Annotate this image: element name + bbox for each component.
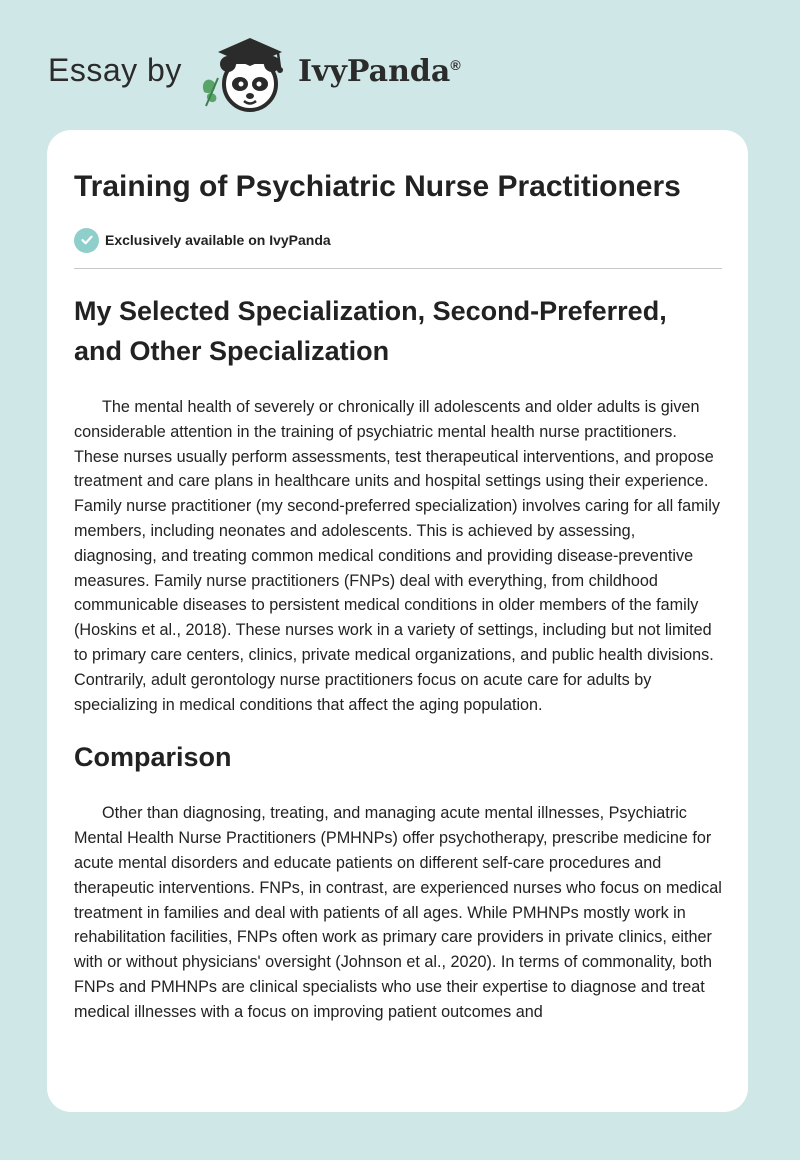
divider — [74, 268, 722, 269]
section-heading-specialization: My Selected Specialization, Second-Preferred, and Other Specialization — [74, 296, 667, 366]
logo-prefix-text: Essay by — [48, 52, 182, 88]
section-heading-comparison: Comparison — [74, 742, 232, 773]
site-logo[interactable] — [48, 34, 508, 114]
exclusive-badge — [74, 226, 722, 254]
badge-label: Exclusively available on IvyPanda — [105, 232, 331, 248]
panda-logo-icon — [198, 34, 294, 114]
page-title: Training of Psychiatric Nurse Practitioners — [74, 170, 681, 203]
section-paragraph-comparison: Other than diagnosing, treating, and managing acute mental illnesses, Psychiatric Mental Health Nurse Practitioners (PMHNPs) offer psychotherapy, prescribe medicine for acute mental disorders and educate patients on different self-care procedures and therapeutic interventions. FNPs, in contrast, are experienced nurses who focus on medical treatment in families and deal with patients of all ages. While PMHNPs mostly work in rehabilitation facilities, FNPs often work as primary care providers in private clinics, either with or without physicians' oversight (Johnson et al., 2020). In terms of commonality, both FNPs and PMHNPs are clinical specialists who use their expertise to diagnose and treat medical illnesses with a focus on improving patient outcomes and — [74, 804, 722, 1021]
section-paragraph-specialization: The mental health of severely or chronically ill adolescents and older adults is given considerable attention in the training of psychiatric mental health nurse practitioners. These nurses usually perform assessments, test therapeutical interventions, and propose treatment and care plans in healthcare units and hospital settings using their experience. Family nurse practitioner (my second-preferred specialization) involves caring for all family members, including neonates and adolescents. This is achieved by assessing, diagnosing, and treating common medical conditions and providing disease-preventive measures. Family nurse practitioners (FNPs) deal with everything, from childhood communicable diseases to persistent medical conditions in older members of the family (Hoskins et al., 2018). These nurses work in a variety of settings, including but not limited to primary care centers, clinics, private medical organizations, and public health divisions. Contrarily, adult gerontology nurse practitioners focus on acute care for adults by specializing in medical conditions that affect the aging population. — [74, 398, 720, 714]
logo-brand-text: IvyPanda® — [298, 54, 461, 89]
registered-mark: ® — [450, 57, 461, 73]
article-card — [47, 130, 748, 1112]
article-content — [74, 166, 722, 1025]
check-circle-icon — [74, 228, 99, 253]
